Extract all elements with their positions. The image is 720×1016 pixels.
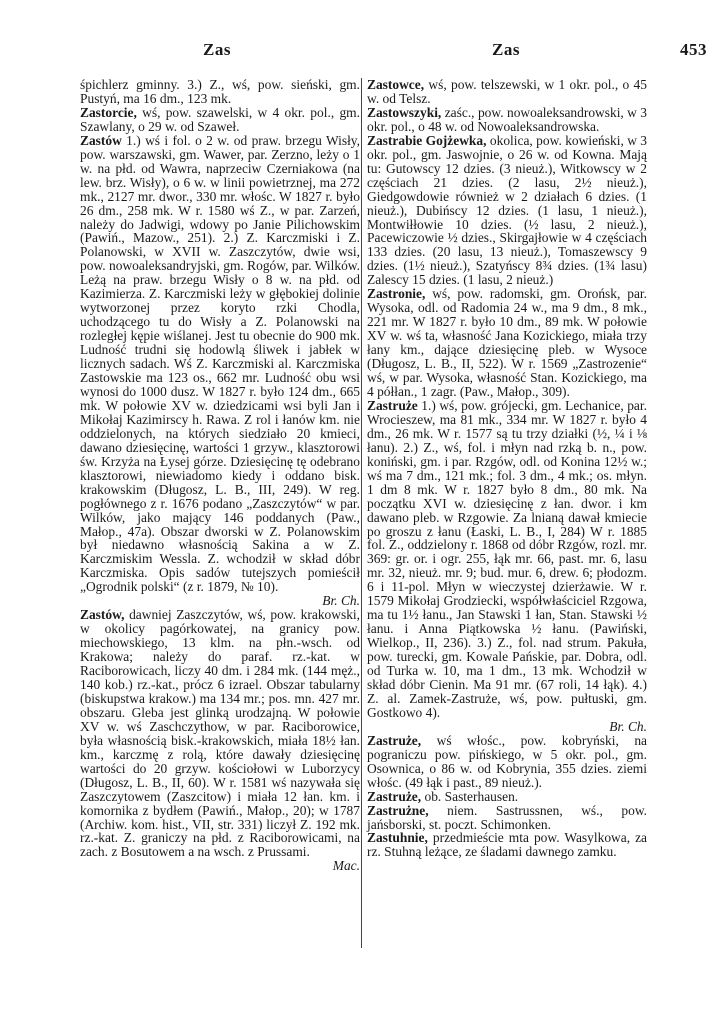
entry-signature: Mac. xyxy=(332,858,360,874)
entry-zastow-2 xyxy=(80,608,360,873)
entry-text: okolica, pow. kowieński, w 3 okr. pol., gm. Jaswojnie, o 26 w. od Kowna. Mają tu: Gutowscy 12 dzies. (3 nieuż.), Witkowscy w 2 częściach 21 dzies. (2 lasu, 2½ nieuż.), Giedgowdowie również w 2 działach 6 dzies. (1 nieuż.), Dubińscy 12 dzies. (1 lasu, 1 nieuż.), Montwiłłowie 10 dzies. (½ lasu, 2 nieuż.), Pacewiczowie ½ dzies., Skirgajłowie w 4 częściach 133 dzies. (20 lasu, 13 nieuż.), Tomaszewscy 9 dzies. (1½ nieuż.), Szatyńscy 8¾ dzies. (1¾ lasu) Zalescy 15 dzies. (1 lasu, 2 nieuż.) xyxy=(367,132,648,288)
entry-headword: Zastowszyki, xyxy=(367,104,442,120)
entry-zastorcie xyxy=(80,106,360,134)
entry-headword: Zastruże, xyxy=(367,788,422,804)
page-number: 453 xyxy=(680,40,707,59)
left-column xyxy=(80,78,360,873)
entry-headword: Zastów xyxy=(80,132,122,148)
entry-headword: Zastrabie Gojżewka, xyxy=(367,132,487,148)
entry-text: ob. Sasterhausen. xyxy=(424,788,519,804)
entry-zastuhnie xyxy=(367,831,647,859)
entry-headword: Zastrużne, xyxy=(367,802,429,818)
entry-zastrabie xyxy=(367,134,647,287)
entry-text: przedmieście mta pow. Wasylkowa, za rz. Stuhną leżące, ze śladami dawnego zamku. xyxy=(367,830,648,860)
entry-headword: Zastronie, xyxy=(367,286,426,302)
column-divider xyxy=(361,78,362,948)
entry-text: wś, pow. szawelski, w 4 okr. pol., gm. Szawlany, o 29 w. od Szaweł. xyxy=(80,104,360,134)
entry-headword: Zastów, xyxy=(80,607,125,623)
entry-zastruze-3 xyxy=(367,790,647,804)
entry-text: śpichlerz gminny. 3.) Z., wś, pow. sieński, gm. Pustyń, ma 16 dm., 123 mk. xyxy=(80,77,360,106)
entry-zastowce xyxy=(367,78,647,106)
entry-text: niem. Sastrussnen, wś., pow. jańsborski, st. poczt. Schimonken. xyxy=(367,802,648,832)
entry-text: dawniej Zaszczytów, wś, pow. krakowski, w okolicy pagórkowatej, na granicy pow. miechowskiego, 13 klm. na płn.-wsch. od Krakowa; należy do paraf. rz.-kat. w Raciborowicach, liczy 40 dm. i 284 mk. (144 męż., 140 kob.) rz.-kat., prócz 6 izrael. Obszar tabularny (biskupstwa krakow.) ma 134 mr.; pos. mn. 427 mr. obszaru. Gleba jest glinką urodzajną. W połowie XV w. wś Zaschczythow, w par. Raciborowice, była własnością bisk.-krakowskich, miała 18½ łan. km., karczmę z rolą, które dawały dziesięcinę wartości do 20 grzyw. kościołowi w Luborzycy (Długosz, L. B., II, 60). W r. 1581 wś nazywała się Zaszczytowem (Zaszcitow) i miała 12 łan. km. i komornika z bydłem (Pawiń., Małop., 20); w 1787 (Archiw. kom. hist., VII, str. 331) liczył Z. 192 mk. rz.-kat. Z. graniczy na płd. z Raciborowicami, na zach. z Bosutowem a na wsch. z Prussami. xyxy=(80,607,361,860)
entry-headword: Zastruże xyxy=(367,397,418,413)
entry-signature: Br. Ch. xyxy=(609,718,647,734)
running-head-left: Zas xyxy=(203,40,231,59)
entry-text: 1.) wś, pow. grójecki, gm. Lechanice, par. Wrocieszew, ma 81 mk., 334 mr. W 1827 r. było 4 dm., 26 mk. W r. 1577 są tu trzy działki (½, ¼ i ⅛ łanu). 2.) Z., wś, fol. i młyn nad rzką b. n., pow. koniński, gm. i par. Rzgów, odl. od Konina 12½ w.; wś ma 7 dm., 121 mk.; fol. 3 dm., 4 mk.; os. młyn. 1 dm 8 mk. W r. 1827 było 8 dm., 80 mk. Na początku XVI w. dziesięcinę z łan. dwor. i km dawano pleb. w Rzgowie. Za lnianą dawał kmiecie po groszu z łanu (Łaski, L. B., I, 284) W r. 1885 fol. Z., oddzielony r. 1868 od dóbr Rzgów, rozl. mr. 369: gr. or. i ogr. 255, łąk mr. 66, past. mr. 6, lasu mr. 32, nieuż. mr. 9; bud. mur. 6, drew. 6; płodozm. 6 i 11-pol. Młyn w wieczystej dzierżawie. W r. 1579 Mikołaj Grodziecki, współwłaściciel Rzgowa, ma tu 1½ łanu., Jan Stawski 1 łan, Stan. Stawski ½ łanu. i Anna Piątkowska ½ łanu. (Pawiński, Wielkop., II, 236). 3.) Z., fol. nad strum. Pakuła, pow. turecki, gm. Kowale Pańskie, par. Dobra, odl. od Turka w. 10, ma 1 dm., 13 mk. Wchodził w skład dóbr Cienin. Ma 91 mr. (67 roli, 14 łąk). 4.) Z. al. Zamek-Zastruże, wś, pow. pułtuski, gm. Gostkowo 4). xyxy=(367,397,647,720)
entry-headword: Zastuhnie, xyxy=(367,830,428,846)
entry-zastruze-2 xyxy=(367,734,647,790)
entry-headword: Zastowce, xyxy=(367,77,425,92)
entry-zastow-1 xyxy=(80,134,360,608)
entry-zastowszyki xyxy=(367,106,647,134)
right-column xyxy=(367,78,647,859)
entry-text: wś, pow. telszewski, w 1 okr. pol., o 45 w. od Telsz. xyxy=(367,77,647,106)
entry-text: wś, pow. radomski, gm. Orońsk, par. Wysoka, odl. od Radomia 24 w., ma 9 dm., 8 mk., 221 mr. W 1827 r. było 10 dm., 89 mk. W połowie XV w. wś ta, własność Jana Kozickiego, miała trzy łany km., dające dziesięcinę pleb. w Wysoce (Długosz, L. B., II, 522). W r. 1569 „Zastrozenie“ wś, w par. Wysoka, własność Stan. Kozickiego, ma 4 półłan., 1 zagr. (Paw., Małop., 309). xyxy=(367,286,647,399)
entry-zastruze-1 xyxy=(367,399,647,734)
entry-zastruzne xyxy=(367,804,647,832)
entry-sieński xyxy=(80,78,360,106)
entry-headword: Zastorcie, xyxy=(80,104,137,120)
entry-signature: Br. Ch. xyxy=(322,593,360,609)
entry-text: zaśc., pow. nowoaleksandrowski, w 3 okr. pol., o 48 w. od Nowoaleksandrowska. xyxy=(367,104,648,134)
entry-text: 1.) wś i fol. o 2 w. od praw. brzegu Wisły, pow. warszawski, gm. Wawer, par. Zerzno, leży o 1 w. na płd. od Wawra, naprzeciw Czerniakowa (na lew. brz. Wisły), o 6 w. w linii powietrznej, ma 272 mk., 2127 mr. dwor., 330 mr. włośc. W 1827 r. było 26 dm., 258 mk. W r. 1580 wś Z., w par. Zarzeń, należy do Jadwigi, wdowy po Janie Pilichowskim (Pawiń., Mazow., 251). 2.) Z. Karczmiski i Z. Polanowski, w XVII w. Zaszczytów, dwie wsi, pow. nowoaleksandryjski, gm. Rogów, par. Wilków. Leżą na praw. brzegu Wisły o 8 w. na płd. od Kazimierza. Z. Karczmiski leży w głębokiej dolinie wytworzonej przez koryto rzki Chodla, uchodzącego tu do Wisły a Z. Polanowski na rozległej kępie wiślanej. Jest tu obecnie do 900 mk. Ludność trudni się hodowlą śliwek i jabłek w licznych sadach. Wś Z. Karczmiski al. Karczmiska Zastowskie ma 123 os., 662 mr. Ludność obu wsi wynosi do 1000 dusz. W 1827 r. było 124 dm., 665 mk. W połowie XV w. dziedzicami wsi byli Jan i Mikołaj Kazimirscy h. Rawa. Z rol i łanów km. nie oddzielonych, na których siedziało 20 kmieci, dawano dziesięcinę, wartości 1 grzyw., klasztorowi św. Krzyża na Łysej górze. Dziesięcinę tę odebrano klasztorowi, niewiadomo kiedy i oddano bisk. krakowskim (Długosz, L. B., III, 249). W reg. pogłównego z r. 1676 podano „Zaszczytów“ w par. Wilków, jako mający 146 poddanych (Paw., Małop., 47a). Obszar dworski w Z. Polanowskim był niedawno własnością Sakina a w Z. Karczmiskim Wessla. Z. wchodził w skład dóbr Karczmiska. Opis sadów tutejszych pomieścił „Ogrodnik polski“ (z r. 1879, № 10). xyxy=(80,132,361,595)
entry-headword: Zastruże, xyxy=(367,732,422,748)
entry-text: wś włośc., pow. kobryński, na pograniczu pow. pińskiego, w 5 okr. pol., gm. Osownica, o 86 w. od Kobrynia, 355 dzies. ziemi włośc. (49 łąk i past., 89 nieuż.). xyxy=(367,732,647,790)
running-head-right: Zas xyxy=(492,40,520,59)
entry-zastronie xyxy=(367,287,647,399)
